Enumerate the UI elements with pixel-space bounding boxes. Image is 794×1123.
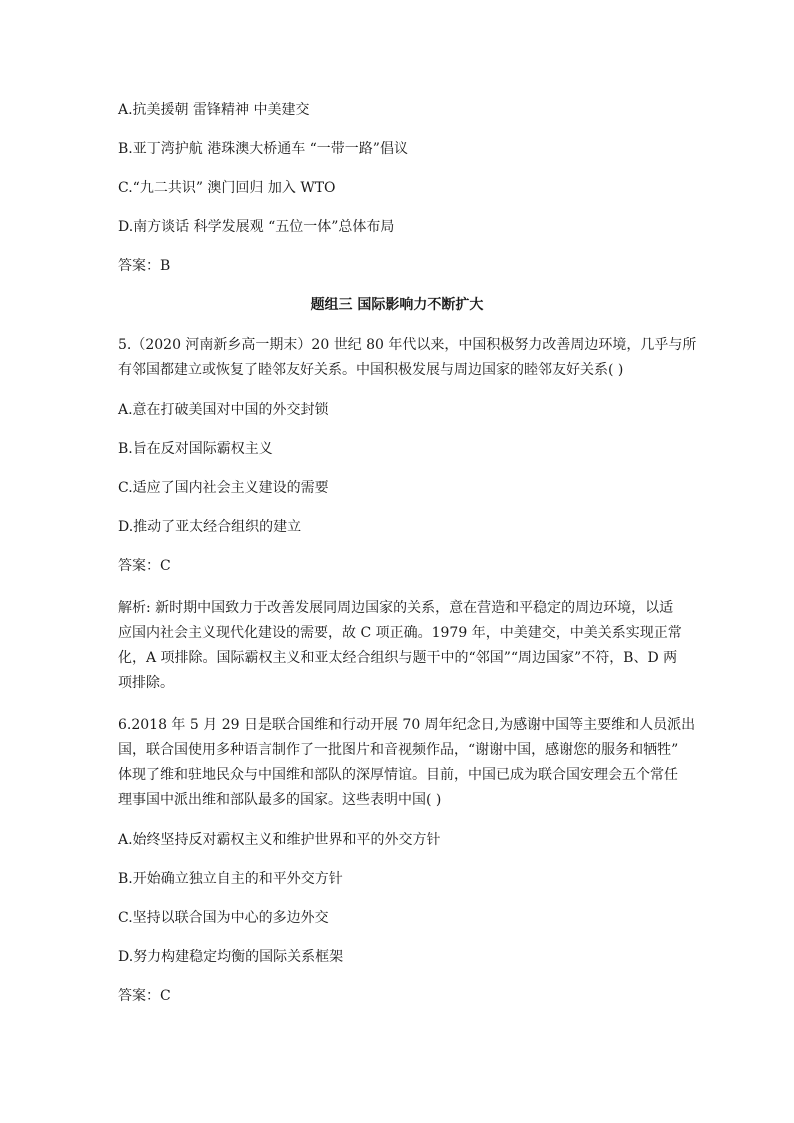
q5-analysis-line: 解析: 新时期中国致力于改善发展同周边国家的关系，意在营造和平稳定的周边环境，以适 — [118, 600, 674, 616]
q6-option-d: D.努力构建稳定均衡的国际关系框架 — [118, 949, 344, 965]
q4-option-d: D.南方谈话 科学发展观 “五位一体”总体布局 — [118, 219, 395, 235]
q6-option-c: C.坚持以联合国为中心的多边外交 — [118, 910, 329, 926]
q6-stem — [118, 713, 696, 813]
q5-stem-line: 有邻国都建立或恢复了睦邻友好关系。中国积极发展与周边国家的睦邻友好关系( ) — [118, 362, 624, 378]
q6-stem-line: 国，联合国使用多种语言制作了一批图片和音视频作品，“谢谢中国，感谢您的服务和牺牲” — [118, 742, 679, 758]
q5-stem — [118, 333, 697, 383]
q5-analysis-line: 项排除。 — [118, 675, 174, 691]
q5-analysis-line: 应国内社会主义现代化建设的需要，故 C 项正确。1979 年，中美建交，中美关系实现正常 — [118, 625, 682, 641]
q4-answer: 答案：B — [118, 258, 171, 274]
section-title: 题组三 国际影响力不断扩大 — [310, 297, 484, 313]
q5-option-a: A.意在打破美国对中国的外交封锁 — [118, 402, 329, 418]
q5-option-b: B.旨在反对国际霸权主义 — [118, 441, 273, 457]
q6-option-a: A.始终坚持反对霸权主义和维护世界和平的外交方针 — [118, 832, 441, 848]
q4-option-b: B.亚丁湾护航 港珠澳大桥通车 “一带一路”倡议 — [118, 141, 408, 157]
q5-answer: 答案：C — [118, 558, 171, 574]
q5-analysis-line: 化，A 项排除。国际霸权主义和亚太经合组织与题干中的“邻国”“周边国家”不符，B、D 两 — [118, 650, 678, 666]
q5-analysis — [118, 596, 682, 696]
q6-stem-line: 体现了维和驻地民众与中国维和部队的深厚情谊。目前，中国已成为联合国安理会五个常任 — [118, 767, 678, 783]
q4-option-c: C.“九二共识” 澳门回归 加入 WTO — [118, 180, 336, 196]
q5-stem-line: 5.（2020 河南新乡高一期末）20 世纪 80 年代以来，中国积极努力改善周边环境，几乎与所 — [118, 337, 697, 353]
q6-stem-line: 6.2018 年 5 月 29 日是联合国维和行动开展 70 周年纪念日,为感谢中国等主要维和人员派出 — [118, 717, 696, 733]
q6-stem-line: 理事国中派出维和部队最多的国家。这些表明中国( ) — [118, 792, 442, 808]
q6-option-b: B.开始确立独立自主的和平外交方针 — [118, 871, 343, 887]
q5-option-d: D.推动了亚太经合组织的建立 — [118, 519, 302, 535]
q6-answer: 答案：C — [118, 988, 171, 1004]
q5-option-c: C.适应了国内社会主义建设的需要 — [118, 480, 329, 496]
q4-option-a: A.抗美援朝 雷锋精神 中美建交 — [118, 102, 310, 118]
